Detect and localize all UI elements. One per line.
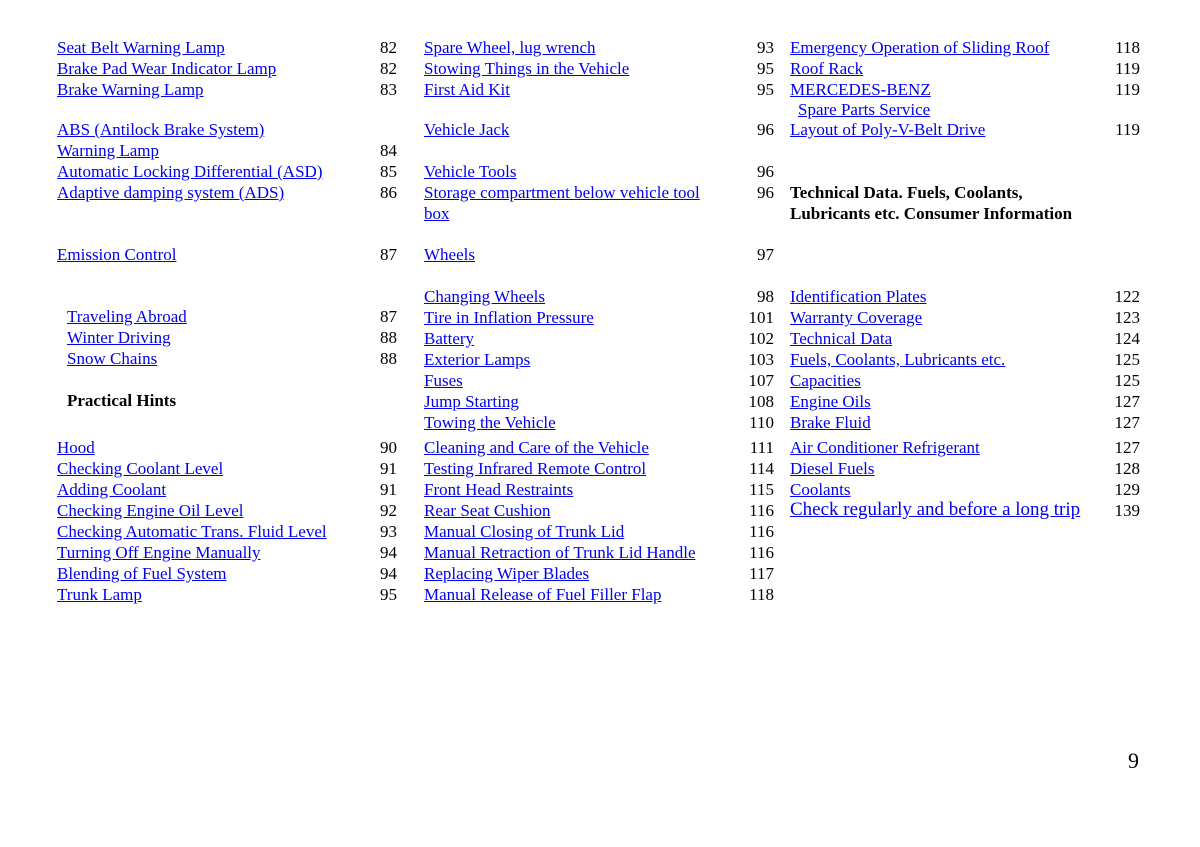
toc-page: 125 xyxy=(1114,350,1140,369)
toc-entry[interactable] xyxy=(57,521,397,542)
toc-link[interactable]: Manual Release of Fuel Filler Flap xyxy=(424,585,662,604)
toc-entry[interactable] xyxy=(424,584,774,605)
toc-link[interactable]: Snow Chains xyxy=(67,349,158,368)
toc-link[interactable]: Testing Infrared Remote Control xyxy=(424,459,647,478)
toc-page: 118 xyxy=(1115,38,1140,57)
toc-page: 88 xyxy=(380,349,397,368)
toc-page: 82 xyxy=(380,38,397,57)
toc-entry[interactable] xyxy=(790,479,1140,500)
toc-page: 107 xyxy=(748,371,774,390)
toc-page: 128 xyxy=(1114,459,1140,478)
toc-page: 103 xyxy=(748,350,774,369)
toc-link[interactable]: Seat Belt Warning Lamp xyxy=(57,38,225,57)
toc-link[interactable]: Air Conditioner Refrigerant xyxy=(790,438,980,457)
toc-entry[interactable] xyxy=(790,119,1140,140)
toc-entry[interactable] xyxy=(424,542,774,563)
toc-entry[interactable] xyxy=(57,563,397,584)
toc-link[interactable]: Turning Off Engine Manually xyxy=(57,543,261,562)
toc-entry[interactable] xyxy=(790,370,1140,391)
toc-link[interactable]: Vehicle Jack xyxy=(424,120,510,139)
toc-link[interactable]: Winter Driving xyxy=(67,328,171,347)
toc-entry[interactable] xyxy=(790,328,1140,349)
toc-link[interactable]: Tire in Inflation Pressure xyxy=(424,308,594,327)
toc-page: 97 xyxy=(757,245,774,264)
toc-page: 115 xyxy=(749,480,774,499)
toc-entry[interactable] xyxy=(790,58,1140,79)
toc-link[interactable]: Blending of Fuel System xyxy=(57,564,227,583)
toc-link[interactable]: Brake Pad Wear Indicator Lamp xyxy=(57,59,277,78)
toc-link[interactable]: Identification Plates xyxy=(790,287,927,306)
toc-entry[interactable] xyxy=(57,584,397,605)
toc-link[interactable]: Spare Wheel, lug wrench xyxy=(424,38,596,57)
toc-link[interactable]: Jump Starting xyxy=(424,392,519,411)
toc-page: 88 xyxy=(380,328,397,347)
toc-entry[interactable] xyxy=(790,412,1140,433)
section-heading-label: Practical Hints xyxy=(67,391,177,410)
toc-entry[interactable] xyxy=(424,161,774,182)
toc-entry[interactable] xyxy=(57,348,397,369)
toc-link[interactable]: Warranty Coverage xyxy=(790,308,923,327)
toc-entry[interactable] xyxy=(790,99,1140,120)
toc-entry[interactable] xyxy=(424,79,774,100)
toc-page: 95 xyxy=(380,585,397,604)
toc-page: 92 xyxy=(380,501,397,520)
toc-entry[interactable] xyxy=(57,37,397,58)
toc-entry[interactable] xyxy=(424,437,774,458)
toc-page: 110 xyxy=(749,413,774,432)
toc-link[interactable]: Manual Retraction of Trunk Lid Handle xyxy=(424,543,696,562)
toc-link[interactable]: MERCEDES-BENZ xyxy=(790,80,931,99)
toc-page: 94 xyxy=(380,564,397,583)
toc-entry[interactable] xyxy=(424,37,774,58)
toc-link[interactable]: Brake Fluid xyxy=(790,413,871,432)
toc-page: 91 xyxy=(380,459,397,478)
toc-page: 86 xyxy=(380,183,397,202)
toc-entry[interactable] xyxy=(424,349,774,370)
toc-link[interactable]: Stowing Things in the Vehicle xyxy=(424,59,630,78)
toc-entry[interactable] xyxy=(57,244,397,265)
toc-page: 127 xyxy=(1114,392,1140,411)
toc-link[interactable]: Front Head Restraints xyxy=(424,480,574,499)
toc-entry[interactable] xyxy=(57,58,397,79)
toc-link[interactable]: Checking Coolant Level xyxy=(57,459,224,478)
toc-link[interactable]: Diesel Fuels xyxy=(790,459,875,478)
toc-link[interactable]: Wheels xyxy=(424,245,475,264)
toc-page: 101 xyxy=(748,308,774,327)
toc-page: 125 xyxy=(1114,371,1140,390)
toc-page: 83 xyxy=(380,80,397,99)
toc-link[interactable]: Rear Seat Cushion xyxy=(424,501,551,520)
toc-link[interactable]: Changing Wheels xyxy=(424,287,546,306)
toc-entry[interactable] xyxy=(57,458,397,479)
toc-link[interactable]: Roof Rack xyxy=(790,59,864,78)
toc-entry[interactable] xyxy=(57,327,397,348)
toc-link[interactable]: Capacities xyxy=(790,371,861,390)
toc-page: 127 xyxy=(1114,438,1140,457)
toc-page: 84 xyxy=(380,141,397,160)
toc-link[interactable]: Manual Closing of Trunk Lid xyxy=(424,522,625,541)
toc-link[interactable]: Technical Data xyxy=(790,329,893,348)
toc-link[interactable]: Vehicle Tools xyxy=(424,162,517,181)
toc-entry[interactable] xyxy=(424,412,774,433)
toc-page: 119 xyxy=(1115,59,1140,78)
toc-entry[interactable] xyxy=(424,479,774,500)
section-heading-label: Technical Data. Fuels, Coolants, Lubricants etc. Consumer Information xyxy=(790,183,1073,223)
toc-page: 91 xyxy=(380,480,397,499)
toc-page: 116 xyxy=(749,543,774,562)
toc-page: 102 xyxy=(748,329,774,348)
toc-entry[interactable] xyxy=(57,500,397,521)
toc-page: 95 xyxy=(757,80,774,99)
toc-entry[interactable] xyxy=(57,306,397,327)
toc-entry[interactable] xyxy=(790,391,1140,412)
toc-entry[interactable] xyxy=(424,458,774,479)
toc-entry[interactable] xyxy=(57,161,397,182)
toc-page: 123 xyxy=(1114,308,1140,327)
toc-entry[interactable] xyxy=(57,542,397,563)
toc-page: 111 xyxy=(749,438,774,457)
toc-page: 129 xyxy=(1114,480,1140,499)
toc-link[interactable]: Engine Oils xyxy=(790,392,871,411)
toc-entry[interactable] xyxy=(424,521,774,542)
toc-entry[interactable] xyxy=(424,328,774,349)
toc-page: 119 xyxy=(1115,80,1140,99)
toc-link[interactable]: Adaptive damping system (ADS) xyxy=(57,183,285,202)
toc-link[interactable]: Layout of Poly-V-Belt Drive xyxy=(790,120,986,139)
toc-link[interactable]: Automatic Locking Differential (ASD) xyxy=(57,162,323,181)
toc-page: 117 xyxy=(749,564,774,583)
toc-link[interactable]: Fuels, Coolants, Lubricants etc. xyxy=(790,350,1006,369)
toc-page: 116 xyxy=(749,501,774,520)
toc-link[interactable]: Exterior Lamps xyxy=(424,350,531,369)
toc-page: 96 xyxy=(757,162,774,181)
toc-link[interactable]: Hood xyxy=(57,438,95,457)
toc-entry[interactable] xyxy=(424,307,774,328)
toc-entry[interactable] xyxy=(424,286,774,307)
section-heading xyxy=(57,390,397,411)
toc-link[interactable]: ABS (Antilock Brake System) xyxy=(57,120,265,139)
toc-entry[interactable] xyxy=(424,391,774,412)
toc-link[interactable]: Replacing Wiper Blades xyxy=(424,564,590,583)
toc-entry[interactable] xyxy=(424,563,774,584)
toc-entry[interactable] xyxy=(424,119,774,140)
toc-page: 85 xyxy=(380,162,397,181)
toc-link[interactable]: Trunk Lamp xyxy=(57,585,142,604)
toc-entry[interactable] xyxy=(424,58,774,79)
toc-page: 116 xyxy=(749,522,774,541)
toc-entry[interactable] xyxy=(790,79,1140,100)
toc-entry[interactable] xyxy=(790,286,1140,307)
toc-entry[interactable] xyxy=(57,182,397,203)
toc-link[interactable]: Cleaning and Care of the Vehicle xyxy=(424,438,649,457)
toc-link[interactable]: Spare Parts Service xyxy=(798,100,931,119)
toc-page: 90 xyxy=(380,438,397,457)
toc-entry[interactable] xyxy=(57,119,397,140)
page-number: 9 xyxy=(1128,748,1139,773)
toc-page: 93 xyxy=(380,522,397,541)
toc-page: 118 xyxy=(749,585,774,604)
toc-link[interactable]: Brake Warning Lamp xyxy=(57,80,204,99)
toc-link[interactable]: Battery xyxy=(424,329,475,348)
toc-entry[interactable] xyxy=(57,479,397,500)
toc-link[interactable]: Adding Coolant xyxy=(57,480,167,499)
toc-page: 87 xyxy=(380,245,397,264)
toc-entry[interactable] xyxy=(57,79,397,100)
toc-page: 114 xyxy=(749,459,774,478)
toc-page: 122 xyxy=(1114,287,1140,306)
toc-link[interactable]: Warning Lamp xyxy=(57,141,160,160)
toc-page: 124 xyxy=(1114,329,1140,348)
toc-link[interactable]: Check regularly and before a long trip xyxy=(790,499,1081,520)
toc-entry[interactable] xyxy=(424,500,774,521)
toc-page: 82 xyxy=(380,59,397,78)
toc-link[interactable]: Emergency Operation of Sliding Roof xyxy=(790,38,1050,57)
toc-page: 95 xyxy=(757,59,774,78)
toc-entry[interactable] xyxy=(790,37,1140,58)
toc-entry[interactable] xyxy=(57,140,397,161)
toc-link[interactable]: Checking Engine Oil Level xyxy=(57,501,244,520)
toc-link[interactable]: Storage compartment below vehicle tool box xyxy=(424,183,700,223)
toc-page: 127 xyxy=(1114,413,1140,432)
toc-entry[interactable] xyxy=(57,437,397,458)
toc-link[interactable]: First Aid Kit xyxy=(424,80,510,99)
toc-page: 94 xyxy=(380,543,397,562)
toc-page: 96 xyxy=(757,120,774,139)
toc-link[interactable]: Checking Automatic Trans. Fluid Level xyxy=(57,522,327,541)
toc-entry[interactable] xyxy=(790,307,1140,328)
toc-page: 87 xyxy=(380,307,397,326)
toc-page: 108 xyxy=(748,392,774,411)
toc-link[interactable]: Coolants xyxy=(790,480,851,499)
section-heading xyxy=(790,182,1140,224)
toc-page: 98 xyxy=(757,287,774,306)
toc-page: 139 xyxy=(1114,501,1140,520)
toc-link[interactable]: Fuses xyxy=(424,371,463,390)
toc-link[interactable]: Traveling Abroad xyxy=(67,307,187,326)
toc-link[interactable]: Towing the Vehicle xyxy=(424,413,556,432)
toc-page: 119 xyxy=(1115,120,1140,139)
toc-entry[interactable] xyxy=(424,182,774,224)
toc-entry[interactable] xyxy=(790,458,1140,479)
toc-link[interactable]: Emission Control xyxy=(57,245,177,264)
toc-page: 96 xyxy=(757,183,774,202)
toc-entry[interactable] xyxy=(424,244,774,265)
toc-entry[interactable] xyxy=(790,349,1140,370)
toc-page: 93 xyxy=(757,38,774,57)
toc-entry[interactable] xyxy=(424,370,774,391)
toc-entry[interactable] xyxy=(790,499,1140,520)
toc-entry[interactable] xyxy=(790,437,1140,458)
